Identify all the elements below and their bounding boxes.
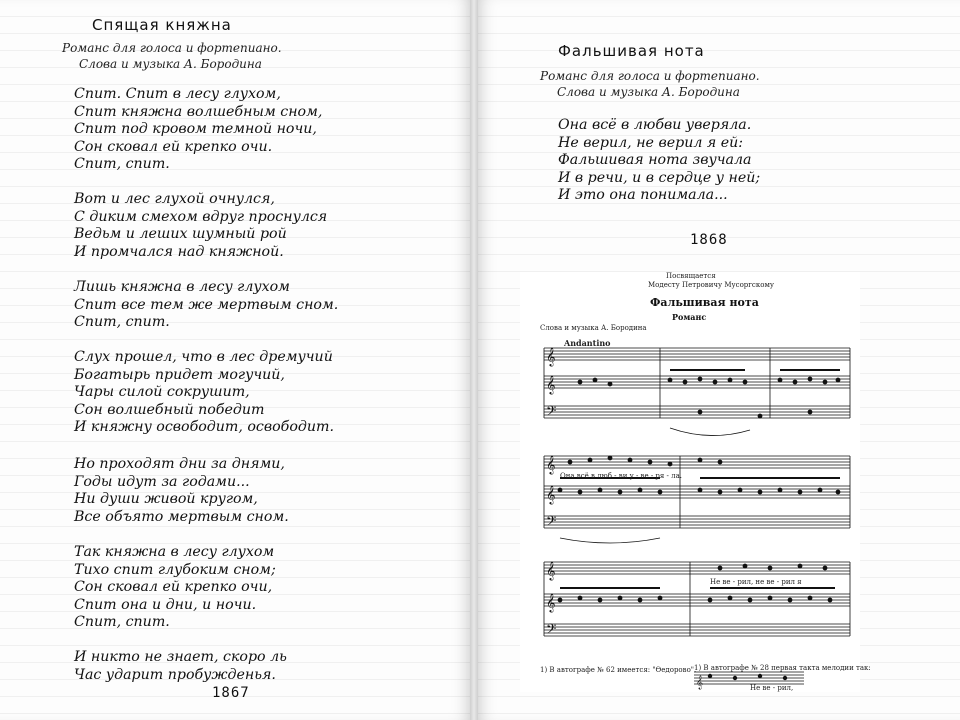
verse-line: Спит, спит. [74, 314, 170, 331]
svg-text:𝄢: 𝄢 [546, 621, 557, 640]
left-stanza-1 [74, 86, 322, 174]
svg-text:𝄢: 𝄢 [546, 513, 557, 532]
sheet-lyrics-line-1: Она всё в люб - ви у - ве - ря - ла. [560, 472, 682, 480]
verse-line: Ведьм и леших шумный рой [74, 226, 287, 243]
verse-line: Не верил, не верил я ей: [558, 134, 744, 151]
verse-line: Все объято мертвым сном. [74, 508, 289, 525]
svg-text:𝄢: 𝄢 [546, 403, 557, 422]
book-gutter [470, 0, 478, 720]
staff-system-1 [544, 348, 850, 418]
right-subtitle-author: Слова и музыка А. Бородина [557, 85, 740, 99]
left-stanza-6 [74, 544, 276, 632]
verse-line: Фальшивая нота звучала [558, 152, 752, 169]
verse-line: Сон волшебный победит [74, 401, 265, 418]
sheet-dedication-name: Модесту Петровичу Мусоргскому [648, 281, 775, 289]
verse-line: Сон сковал ей крепко очи, [74, 579, 273, 596]
left-stanza-3 [74, 279, 338, 332]
verse-line: Спит под кровом темной ночи, [74, 121, 317, 138]
verse-line: Но проходят дни за днями, [74, 456, 285, 472]
sheet-credit: Слова и музыка А. Бородина [540, 324, 647, 332]
verse-line: Спит она и дни, и ночи. [74, 596, 257, 613]
left-stanza-7 [74, 649, 287, 684]
svg-text:𝄞: 𝄞 [546, 485, 556, 504]
verse-line: Ни души живой кругом, [74, 491, 258, 508]
sheet-subtitle: Романс [672, 312, 707, 322]
verse-line: И никто не знает, скоро ль [74, 649, 287, 665]
verse-line: Вот и лес глухой очнулся, [74, 191, 275, 207]
left-year: 1867 [212, 685, 250, 701]
sheet-title: Фальшивая нота [650, 296, 759, 309]
verse-line: Тихо спит глубоким сном; [74, 561, 276, 578]
verse-line: Так княжна в лесу глухом [74, 544, 275, 560]
sheet-staves-svg [520, 272, 860, 692]
svg-text:𝄞: 𝄞 [546, 561, 556, 580]
sheet-footnote-left: 1) В автографе № 62 имеется: "Ѳедорово". [540, 666, 697, 674]
left-subtitle-author: Слова и музыка А. Бородина [79, 57, 262, 71]
right-song-title: Фальшивая нота [558, 42, 705, 60]
left-stanza-5 [74, 456, 289, 526]
verse-line: Чары силой сокрушит, [74, 384, 250, 401]
verse-line: С диким смехом вдруг проснулся [74, 208, 328, 225]
verse-line: Лишь княжна в лесу глухом [74, 279, 290, 295]
right-year: 1868 [690, 232, 728, 248]
left-stanza-4 [74, 349, 334, 437]
verse-line: И промчался над княжной. [74, 243, 284, 260]
verse-line: Спит, спит. [74, 614, 170, 631]
verse-line: Спит. Спит в лесу глухом, [74, 86, 281, 102]
svg-text:𝄞: 𝄞 [546, 593, 556, 612]
verse-line: Спит княжна волшебным сном, [74, 103, 323, 120]
verse-line: Час ударит пробужденья. [74, 666, 276, 683]
left-stanza-2 [74, 191, 327, 261]
sheet-footnote-right: 1) В автографе № 28 первая такта мелодии так: [694, 664, 871, 672]
svg-text:𝄞: 𝄞 [696, 675, 704, 689]
verse-line: Спит, спит. [74, 156, 170, 173]
sheet-music-score [520, 272, 871, 692]
left-song-title: Спящая княжна [92, 16, 232, 34]
verse-line: И княжну освободит, освободит. [74, 419, 334, 436]
verse-line: Богатырь придет могучий, [74, 366, 285, 383]
right-stanza [558, 117, 760, 205]
right-subtitle-genre: Романс для голоса и фортепиано. [540, 69, 760, 83]
verse-line: И это она понимала... [558, 187, 728, 204]
verse-line: Слух прошел, что в лес дремучий [74, 349, 333, 365]
staff-system-2 [544, 456, 850, 528]
left-subtitle-genre: Романс для голоса и фортепиано. [62, 41, 282, 55]
verse-line: И в речи, и в сердце у ней; [558, 169, 761, 186]
sheet-dedication-label: Посвящается [666, 272, 716, 280]
svg-text:𝄞: 𝄞 [546, 455, 556, 474]
notes-system-1 [578, 370, 840, 418]
svg-text:𝄞: 𝄞 [546, 347, 556, 366]
verse-line: Сон сковал ей крепко очи. [74, 138, 273, 155]
svg-text:𝄞: 𝄞 [546, 375, 556, 394]
sheet-footnote-lyrics: Не ве - рил, [750, 684, 794, 692]
sheet-lyrics-line-2: Не ве - рил, не ве - рил я [710, 578, 802, 586]
verse-line: Спит все тем же мертвым сном. [74, 296, 339, 313]
staff-system-3 [544, 562, 850, 636]
verse-line: Она всё в любви уверяла. [558, 117, 752, 133]
verse-line: Годы идут за годами... [74, 473, 250, 490]
sheet-tempo: Andantino [564, 338, 611, 348]
